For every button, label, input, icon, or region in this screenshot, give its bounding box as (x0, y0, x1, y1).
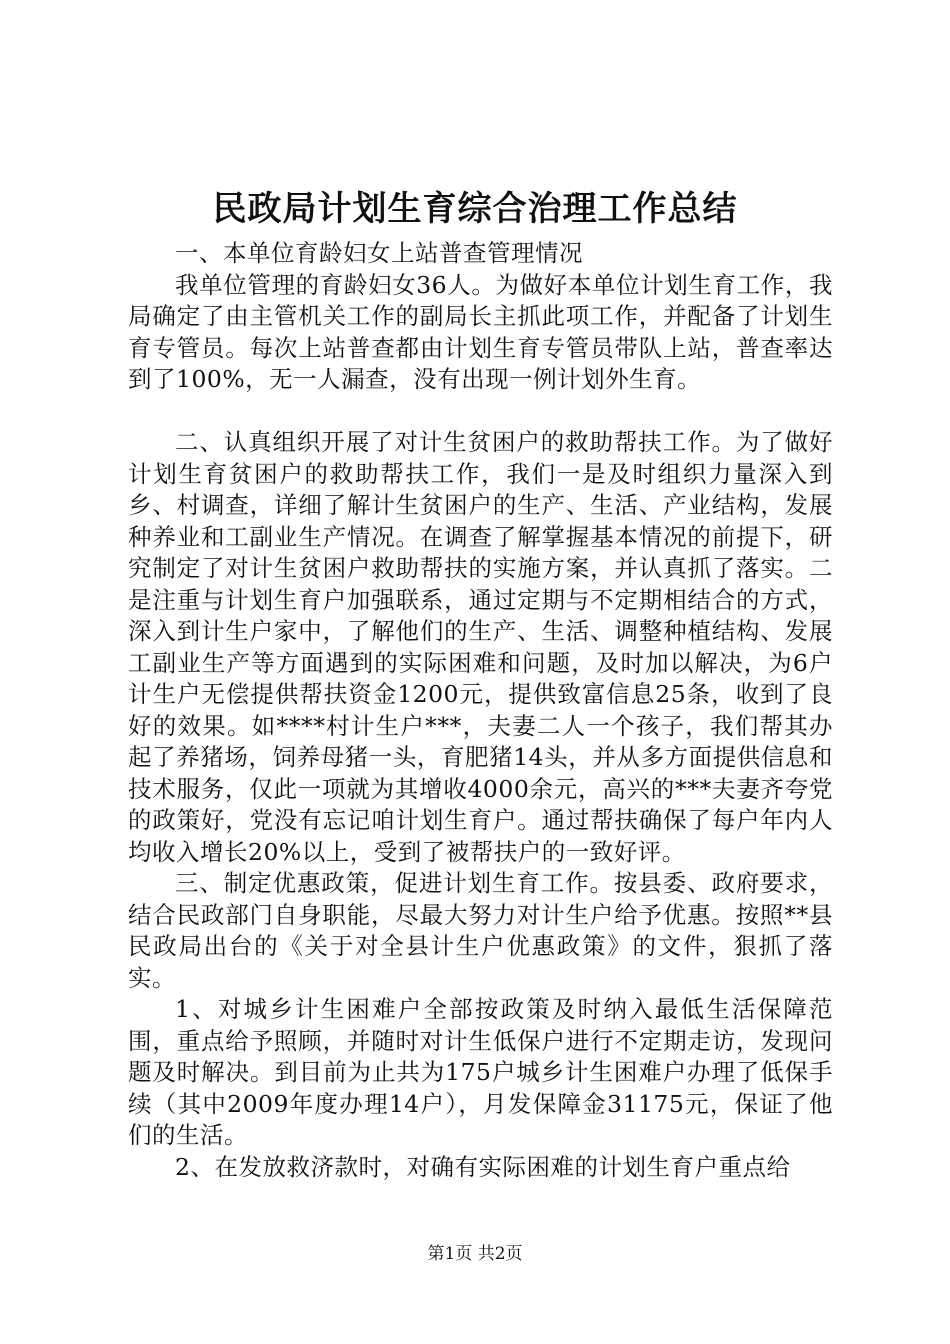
paragraph-2: 二、认真组织开展了对计生贫困户的救助帮扶工作。为了做好计划生育贫困户的救助帮扶工作，我们一是及时组织力量深入到乡、村调查，详细了解计生贫困户的生产、生活、产业结构，发展种养业和工副业生产情况。在调查了解掌握基本情况的前提下，研究制定了对计生贫困户救助帮扶的实施方案，并认真抓了落实。二是注重与计划生育户加强联系，通过定期与不定期相结合的方式，深入到计生户家中，了解他们的生产、生活、调整种植结构、发展工副业生产等方面遇到的实际困难和问题，及时加以解决，为6户计生户无偿提供帮扶资金1200元，提供致富信息25条，收到了良好的效果。如****村计生户***，夫妻二人一个孩子，我们帮其办起了养猪场，饲养母猪一头，育肥猪14头，并从多方面提供信息和技术服务，仅此一项就为其增收4000余元，高兴的***夫妻齐夸党的政策好，党没有忘记咱计划生育户。通过帮扶确保了每户年内人均收入增长20%以上，受到了被帮扶户的一致好评。 (128, 428, 833, 866)
section-heading-1: 一、本单位育龄妇女上站普查管理情况 (175, 239, 583, 267)
paragraph-5: 2、在发放救济款时，对确有实际困难的计划生育户重点给 (175, 1152, 791, 1181)
paragraph-3: 三、制定优惠政策，促进计划生育工作。按县委、政府要求，结合民政部门自身职能，尽最大努力对计生户给予优惠。按照**县民政局出台的《关于对全县计生户优惠政策》的文件，狠抓了落实。 (128, 869, 833, 992)
page-footer: 第1页 共2页 (427, 1244, 523, 1264)
paragraph-1: 我单位管理的育龄妇女36人。为做好本单位计划生育工作，我局确定了由主管机关工作的副局长主抓此项工作，并配备了计划生育专管员。每次上站普查都由计划生育专管员带队上站，普查率达到了100%，无一人漏查，没有出现一例计划外生育。 (128, 270, 833, 393)
document-title: 民政局计划生育综合治理工作总结 (212, 189, 738, 229)
paragraph-4: 1、对城乡计生困难户全部按政策及时纳入最低生活保障范围，重点给予照顾，并随时对计生低保户进行不定期走访，发现问题及时解决。到目前为止共为175户城乡计生困难户办理了低保手续（其中2009年度办理14户），月发保障金31175元，保证了他们的生活。 (128, 995, 833, 1149)
document-body (128, 238, 833, 1183)
